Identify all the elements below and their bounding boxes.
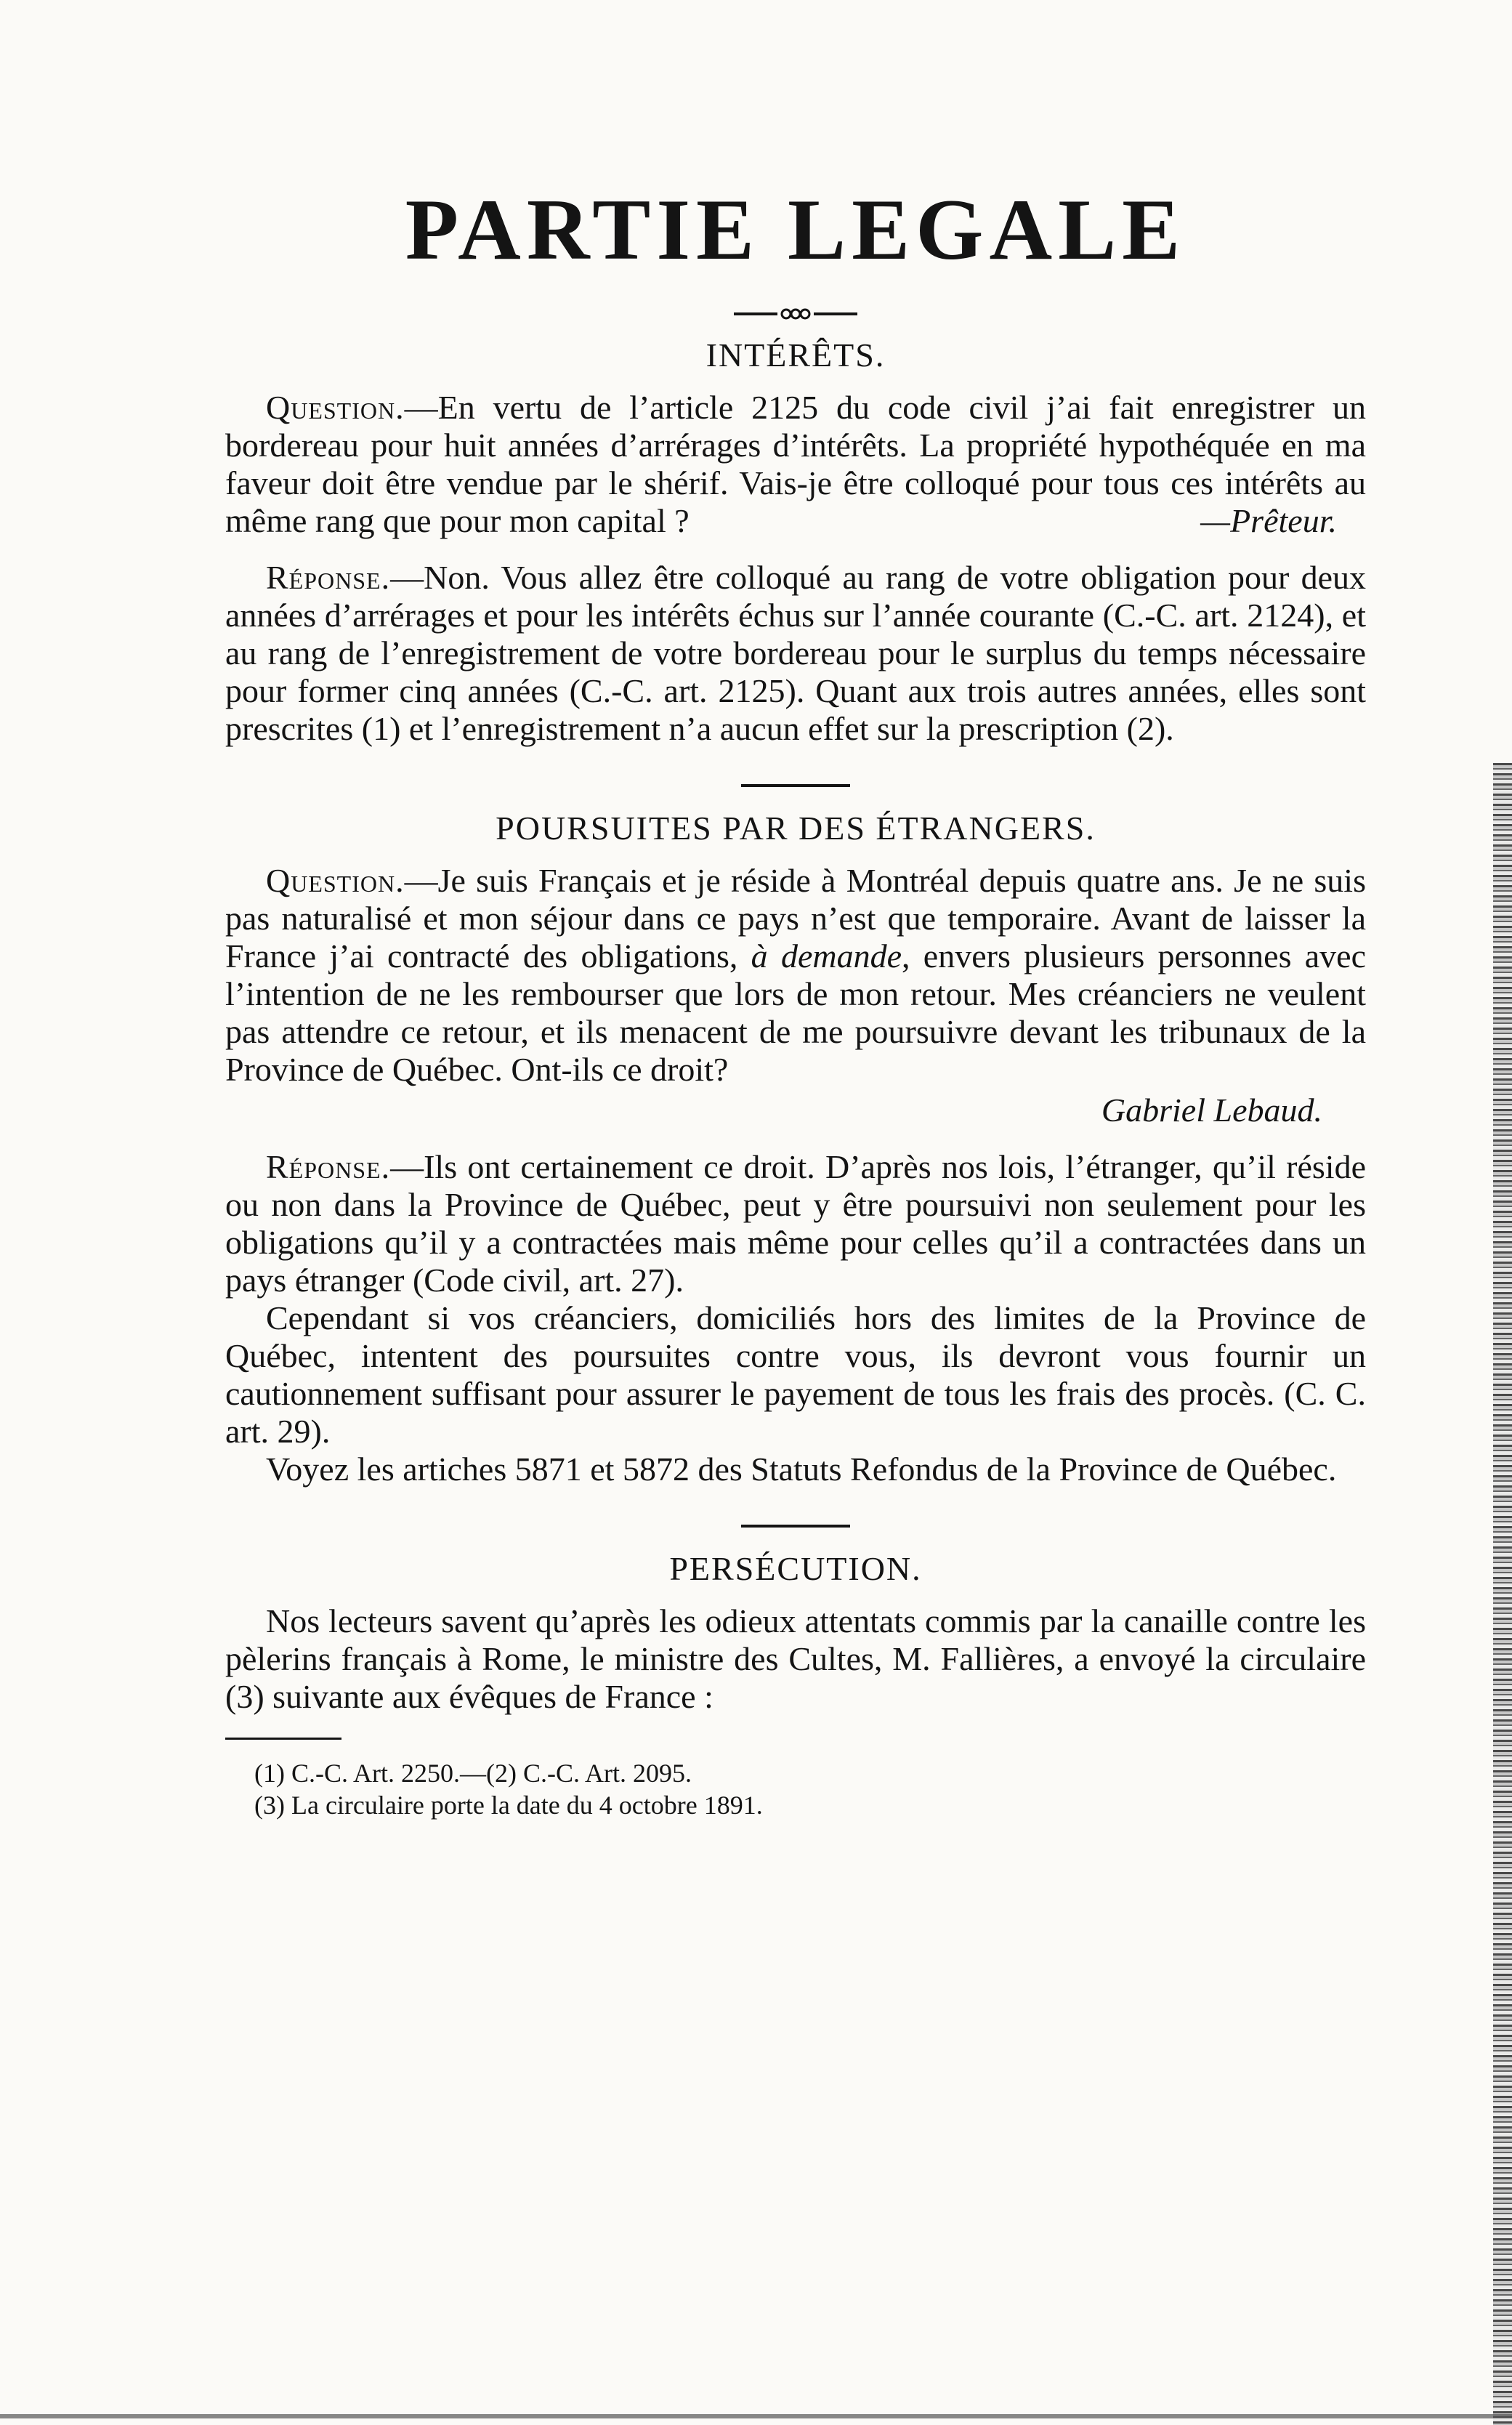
answer-label: Réponse. bbox=[266, 1148, 391, 1185]
answer-text: —Ils ont certainement ce droit. D’après nos lois, l’étranger, qu’il réside ou non dans la Province de Québec, peut y être poursuivi non seulement pour les obligations qu’il y a contractées mais même pour celles qu’il a contractées dans un pays étranger (Code civil, art. 27). bbox=[225, 1148, 1366, 1299]
section-heading-persecution: PERSÉCUTION. bbox=[669, 1550, 922, 1587]
scan-edge-artifact bbox=[1493, 763, 1512, 2425]
answer-paragraph bbox=[225, 1148, 1366, 1299]
answer-text: —Non. Vous allez être colloqué au rang de votre obligation pour deux années d’arrérages et pour les intérêts échus sur l’année courante (C.-C. art. 2124), et au rang de l’enregistrement de votre bordereau pour le surplus du temps nécessaire pour former cinq années (C.-C. art. 2125). Quant aux trois autres années, elles sont prescrites (1) et l’enregistrement n’a aucun effet sur la prescription (2). bbox=[225, 559, 1366, 747]
question-label: Question. bbox=[266, 862, 405, 899]
footnote: (1) C.-C. Art. 2250.—(2) C.-C. Art. 2095. bbox=[254, 1759, 692, 1788]
answer-label: Réponse. bbox=[266, 559, 391, 596]
question-text-part: —Je suis Français et je réside à Montréal depuis quatre ans. Je ne suis pas naturalisé et mon séjour dans ce pays n’est que temporaire. Avant de laisser la France j’ai contracté des obligations, bbox=[225, 862, 1366, 975]
section-heading-interets: INTÉRÊTS. bbox=[706, 336, 886, 374]
question-signature: Gabriel Lebaud. bbox=[1101, 1092, 1322, 1129]
question-paragraph bbox=[225, 862, 1366, 1089]
page-title: PARTIE LEGALE bbox=[405, 181, 1186, 278]
section-divider bbox=[741, 784, 850, 787]
answer-paragraph-3: Voyez les artiches 5871 et 5872 des Statuts Refondus de la Province de Québec. bbox=[266, 1450, 1337, 1488]
question-paragraph bbox=[225, 389, 1366, 540]
footnote-divider bbox=[225, 1738, 341, 1740]
question-emphasis: à demande bbox=[751, 937, 902, 975]
question-text-part: , envers plusieurs personnes avec l’intention de ne les rembourser que lors de mon retour. Mes créanciers ne veulent pas attendre ce retour, et ils menacent de me poursuivre devant les tribunaux de la Province de Québec. Ont-ils ce droit? bbox=[225, 937, 1366, 1088]
answer-paragraph-2: Cependant si vos créanciers, domiciliés hors des limites de la Province de Québec, intentent des poursuites contre vous, ils devront vous fournir un cautionnement suffisant pour assurer le payement de tous les frais des procès. (C. C. art. 29). bbox=[225, 1299, 1366, 1450]
footnote: (3) La circulaire porte la date du 4 octobre 1891. bbox=[254, 1791, 763, 1820]
question-text: —En vertu de l’article 2125 du code civil j’ai fait enregistrer un bordereau pour huit années d’arrérages d’intérêts. La propriété hypothéquée en ma faveur doit être vendue par le shérif. Vais-je être colloqué pour tous ces intérêts au même rang que pour mon capital ? bbox=[225, 389, 1366, 539]
answer-paragraph bbox=[225, 559, 1366, 748]
ornament-divider bbox=[734, 307, 857, 321]
question-signature: —Prêteur. bbox=[1200, 502, 1337, 539]
scan-bottom-edge bbox=[0, 2414, 1512, 2418]
body-paragraph: Nos lecteurs savent qu’après les odieux attentats commis par la canaille contre les pèlerins français à Rome, le ministre des Cultes, M. Fallières, a envoyé la circulaire (3) suivante aux évêques de France : bbox=[225, 1602, 1366, 1715]
document-page bbox=[225, 182, 1366, 1821]
section-divider bbox=[741, 1525, 850, 1528]
question-label: Question. bbox=[266, 389, 405, 426]
section-heading-poursuites: POURSUITES PAR DES ÉTRANGERS. bbox=[496, 810, 1096, 847]
